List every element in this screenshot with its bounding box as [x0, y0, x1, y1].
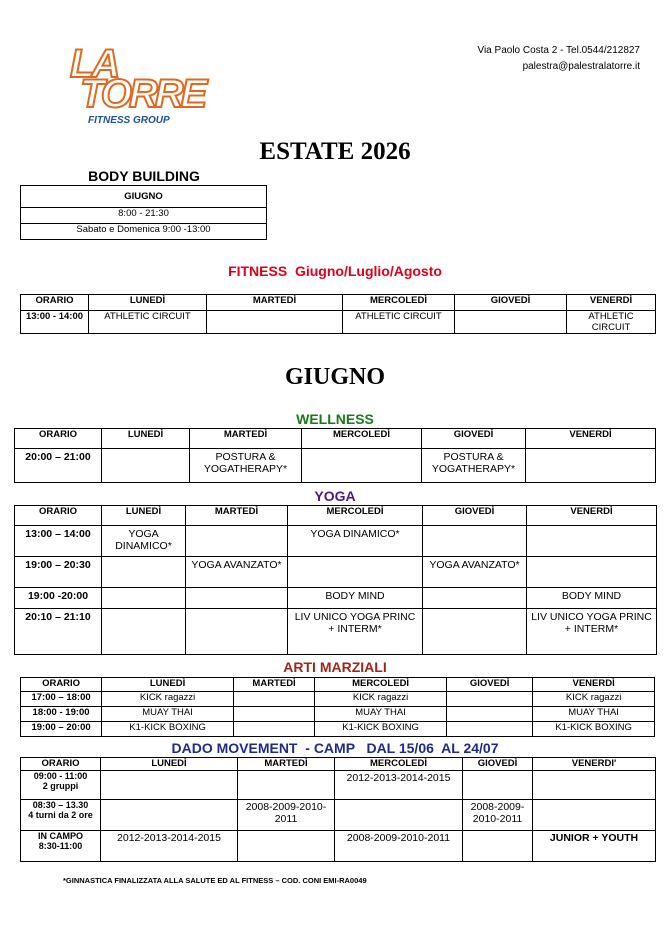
fitness-col-header: ORARIO [21, 295, 89, 311]
contact-email: palestra@palestralatorre.it [522, 61, 640, 72]
dado-class-cell [238, 771, 335, 800]
dado-col-header: LUNEDÌ [101, 758, 238, 771]
dado-row [21, 771, 656, 800]
wellness-row [15, 449, 656, 483]
yoga-col-header: GIOVEDÌ [423, 506, 527, 526]
fitness-row [21, 311, 656, 334]
arti-col-header: GIOVEDÌ [447, 678, 533, 692]
dado-class-cell: 2008-2009-2010-2011 [335, 831, 463, 862]
dado-class-cell: 2008-2009-2010-2011 [238, 800, 335, 831]
arti-class-cell: MUAY THAI [102, 707, 234, 722]
logo-line2: TORRE [80, 72, 205, 116]
body-building-heading: BODY BUILDING [88, 168, 200, 184]
wellness-class-cell [302, 449, 422, 483]
wellness-heading: WELLNESS [296, 411, 374, 427]
logo-subtitle: FITNESS GROUP [88, 115, 170, 126]
arti-class-cell [234, 692, 315, 707]
arti-heading: ARTI MARZIALI [283, 659, 387, 675]
yoga-class-cell: YOGA DINAMICO* [288, 526, 423, 557]
wellness-col-header: GIOVEDÌ [422, 429, 526, 449]
logo [66, 42, 205, 129]
yoga-class-cell [102, 588, 186, 609]
yoga-time-cell: 19:00 -20:00 [15, 588, 102, 609]
bb-weekend: Sabato e Domenica 9:00 -13:00 [21, 224, 267, 240]
fitness-col-header: VENERDÌ [567, 295, 656, 311]
contact-address: Via Paolo Costa 2 - Tel.0544/212827 [477, 45, 640, 56]
arti-time-cell: 17:00 – 18:00 [21, 692, 102, 707]
yoga-class-cell: BODY MIND [527, 588, 657, 609]
yoga-col-header: ORARIO [15, 506, 102, 526]
yoga-class-cell [423, 588, 527, 609]
dado-time-cell [21, 800, 101, 831]
dado-col-header: MARTEDÌ [238, 758, 335, 771]
yoga-heading: YOGA [314, 488, 356, 504]
arti-class-cell: MUAY THAI [315, 707, 447, 722]
dado-class-cell: 2008-2009-2010-2011 [463, 800, 533, 831]
wellness-class-cell: POSTURA & YOGATHERAPY* [422, 449, 526, 483]
month-title: GIUGNO [284, 364, 385, 390]
dado-time-cell [21, 771, 101, 800]
yoga-class-cell: LIV UNICO YOGA PRINC + INTERM* [288, 609, 423, 655]
yoga-row [15, 588, 657, 609]
yoga-class-cell: YOGA AVANZATO* [423, 557, 527, 588]
dado-col-header: MERCOLEDÌ [335, 758, 463, 771]
dado-class-cell [463, 831, 533, 862]
arti-class-cell [447, 707, 533, 722]
wellness-col-header: LUNEDÌ [102, 429, 190, 449]
yoga-class-cell [102, 609, 186, 655]
yoga-class-cell [423, 609, 527, 655]
dado-time-note: 4 turni da 2 ore [28, 810, 93, 820]
wellness-class-cell: POSTURA & YOGATHERAPY* [190, 449, 302, 483]
wellness-class-cell [526, 449, 656, 483]
yoga-class-cell [186, 609, 288, 655]
dado-col-header: ORARIO [21, 758, 101, 771]
yoga-class-cell [288, 557, 423, 588]
yoga-row [15, 526, 657, 557]
logo-line1: LA [70, 42, 118, 86]
fitness-table [20, 294, 656, 334]
fitness-class-cell [207, 311, 343, 334]
yoga-col-header: VENERDÌ [527, 506, 657, 526]
arti-class-cell [447, 722, 533, 737]
arti-class-cell: KICK ragazzi [533, 692, 655, 707]
dado-class-cell [533, 771, 656, 800]
arti-row [21, 692, 655, 707]
dado-class-cell [335, 800, 463, 831]
arti-row [21, 707, 655, 722]
arti-row [21, 722, 655, 737]
yoga-class-cell [186, 526, 288, 557]
arti-class-cell: K1-KICK BOXING [533, 722, 655, 737]
dado-class-cell [101, 771, 238, 800]
dado-time: IN CAMPO [38, 831, 83, 841]
body-building-table [20, 185, 267, 240]
arti-col-header: LUNEDÌ [102, 678, 234, 692]
dado-class-cell [101, 800, 238, 831]
arti-table [20, 677, 655, 737]
dado-time-note: 8:30-11:00 [38, 841, 83, 851]
footnote: *GINNASTICA FINALIZZATA ALLA SALUTE ED AL FITNESS – COD. CONI EMI-RA0049 [63, 876, 367, 885]
arti-time-cell: 18:00 - 19:00 [21, 707, 102, 722]
bb-month: GIUGNO [21, 186, 267, 208]
dado-row [21, 831, 656, 862]
wellness-col-header: ORARIO [15, 429, 102, 449]
dado-class-cell: JUNIOR + YOUTH [533, 831, 656, 862]
fitness-col-header: LUNEDÌ [89, 295, 207, 311]
yoga-col-header: MARTEDÌ [186, 506, 288, 526]
arti-col-header: VENERDÌ [533, 678, 655, 692]
fitness-col-header: MERCOLEDÌ [343, 295, 455, 311]
yoga-time-cell: 20:10 – 21:10 [15, 609, 102, 655]
yoga-col-header: LUNEDÌ [102, 506, 186, 526]
dado-time: 09:00 - 11:00 [33, 771, 88, 781]
fitness-class-cell [455, 311, 567, 334]
dado-col-header: VENERDI' [533, 758, 656, 771]
arti-class-cell: K1-KICK BOXING [315, 722, 447, 737]
arti-col-header: ORARIO [21, 678, 102, 692]
wellness-time-cell: 20:00 – 21:00 [15, 449, 102, 483]
yoga-table [14, 505, 657, 655]
fitness-class-cell: ATHLETIC CIRCUIT [567, 311, 656, 334]
arti-time-cell: 19:00 – 20:00 [21, 722, 102, 737]
wellness-col-header: VENERDÌ [526, 429, 656, 449]
fitness-time-cell: 13:00 - 14:00 [21, 311, 89, 334]
yoga-time-cell: 19:00 – 20:30 [15, 557, 102, 588]
yoga-class-cell: YOGA DINAMICO* [102, 526, 186, 557]
dado-col-header: GIOVEDÌ [463, 758, 533, 771]
dado-class-cell: 2012-2013-2014-2015 [101, 831, 238, 862]
wellness-col-header: MERCOLEDÌ [302, 429, 422, 449]
yoga-time-cell: 13:00 – 14:00 [15, 526, 102, 557]
arti-class-cell: K1-KICK BOXING [102, 722, 234, 737]
yoga-row [15, 609, 657, 655]
dado-time-cell [21, 831, 101, 862]
yoga-class-cell [423, 526, 527, 557]
dado-row [21, 800, 656, 831]
arti-class-cell: MUAY THAI [533, 707, 655, 722]
yoga-class-cell: BODY MIND [288, 588, 423, 609]
arti-class-cell [234, 707, 315, 722]
dado-time-note: 2 gruppi [42, 781, 79, 791]
dado-class-cell [533, 800, 656, 831]
yoga-class-cell [186, 588, 288, 609]
yoga-class-cell [527, 526, 657, 557]
arti-class-cell: KICK ragazzi [315, 692, 447, 707]
fitness-class-cell: ATHLETIC CIRCUIT [343, 311, 455, 334]
yoga-class-cell: YOGA AVANZATO* [186, 557, 288, 588]
arti-col-header: MARTEDÌ [234, 678, 315, 692]
wellness-table [14, 428, 656, 483]
yoga-row [15, 557, 657, 588]
bb-hours: 8:00 - 21:30 [21, 208, 267, 224]
dado-class-cell [463, 771, 533, 800]
yoga-class-cell [527, 557, 657, 588]
arti-class-cell [234, 722, 315, 737]
dado-time: 08:30 – 13.30 [32, 800, 89, 810]
wellness-col-header: MARTEDÌ [190, 429, 302, 449]
fitness-class-cell: ATHLETIC CIRCUIT [89, 311, 207, 334]
fitness-col-header: GIOVEDÌ [455, 295, 567, 311]
dado-class-cell [238, 831, 335, 862]
arti-class-cell [447, 692, 533, 707]
yoga-col-header: MERCOLEDÌ [288, 506, 423, 526]
fitness-col-header: MARTEDÌ [207, 295, 343, 311]
arti-class-cell: KICK ragazzi [102, 692, 234, 707]
page-title: ESTATE 2026 [259, 138, 411, 165]
wellness-class-cell [102, 449, 190, 483]
dado-table [20, 757, 656, 862]
yoga-class-cell: LIV UNICO YOGA PRINC + INTERM* [527, 609, 657, 655]
yoga-class-cell [102, 557, 186, 588]
dado-heading: DADO MOVEMENT - CAMP DAL 15/06 AL 24/07 [171, 740, 499, 756]
dado-class-cell: 2012-2013-2014-2015 [335, 771, 463, 800]
arti-col-header: MERCOLEDÌ [315, 678, 447, 692]
fitness-heading: FITNESS Giugno/Luglio/Agosto [228, 263, 442, 279]
